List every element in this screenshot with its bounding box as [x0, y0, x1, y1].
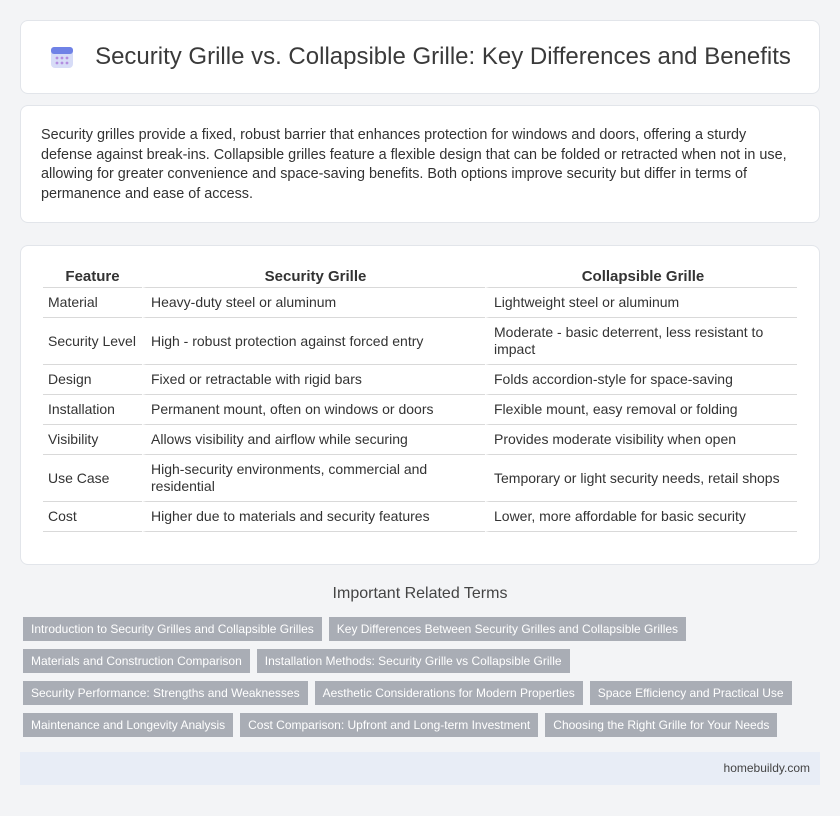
security-grille-cell: Heavy-duty steel or aluminum: [142, 288, 485, 318]
feature-cell: Material: [43, 288, 142, 318]
feature-cell: Cost: [43, 502, 142, 532]
collapsible-grille-cell: Lightweight steel or aluminum: [485, 288, 797, 318]
related-term-tag[interactable]: Cost Comparison: Upfront and Long-term Investment: [240, 713, 538, 737]
feature-cell: Visibility: [43, 425, 142, 455]
tag-row: [23, 713, 823, 737]
comparison-section: [20, 245, 820, 565]
collapsible-grille-cell: Provides moderate visibility when open: [485, 425, 797, 455]
related-term-tag[interactable]: Security Performance: Strengths and Weaknesses: [23, 681, 308, 705]
feature-cell: Security Level: [43, 318, 142, 365]
security-grille-cell: Fixed or retractable with rigid bars: [142, 365, 485, 395]
related-term-tag[interactable]: Key Differences Between Security Grilles and Collapsible Grilles: [329, 617, 686, 641]
feature-cell: Installation: [43, 395, 142, 425]
related-term-tag[interactable]: Space Efficiency and Practical Use: [590, 681, 792, 705]
table-row: [43, 425, 797, 455]
security-grille-cell: High - robust protection against forced entry: [142, 318, 485, 365]
feature-cell: Design: [43, 365, 142, 395]
tag-row: [23, 617, 823, 641]
tag-row: [23, 649, 823, 673]
table-row: [43, 502, 797, 532]
collapsible-grille-cell: Flexible mount, easy removal or folding: [485, 395, 797, 425]
tag-row: [23, 681, 823, 705]
table-row: [43, 318, 797, 365]
page-title: Security Grille vs. Collapsible Grille: Key Differences and Benefits: [95, 43, 791, 70]
table-header-row: [43, 264, 797, 288]
security-grille-cell: Higher due to materials and security features: [142, 502, 485, 532]
footer-site[interactable]: homebuildy.com: [723, 761, 810, 775]
related-term-tag[interactable]: Introduction to Security Grilles and Collapsible Grilles: [23, 617, 322, 641]
table-row: [43, 395, 797, 425]
related-terms-title: Important Related Terms: [332, 585, 508, 602]
related-term-tag[interactable]: Aesthetic Considerations for Modern Properties: [315, 681, 583, 705]
table-row: [43, 455, 797, 502]
calendar-icon: [49, 44, 75, 70]
header-feature: Feature: [43, 264, 142, 288]
collapsible-grille-cell: Temporary or light security needs, retail shops: [485, 455, 797, 502]
intro-text: Security grilles provide a fixed, robust barrier that enhances protection for windows and doors, offering a sturdy defense against break-ins. Collapsible grilles feature a flexible design that can be folded or retracted when not in use, allowing for greater convenience and space-saving benefits. Both options improve security but differ in terms of permanence and ease of access.: [41, 127, 787, 202]
collapsible-grille-cell: Moderate - basic deterrent, less resistant to impact: [485, 318, 797, 365]
related-terms-list: [23, 617, 823, 745]
collapsible-grille-cell: Folds accordion-style for space-saving: [485, 365, 797, 395]
security-grille-cell: Permanent mount, often on windows or doors: [142, 395, 485, 425]
page-footer: [20, 752, 820, 785]
related-term-tag[interactable]: Choosing the Right Grille for Your Needs: [545, 713, 777, 737]
table-row: [43, 365, 797, 395]
related-term-tag[interactable]: Maintenance and Longevity Analysis: [23, 713, 233, 737]
feature-cell: Use Case: [43, 455, 142, 502]
security-grille-cell: Allows visibility and airflow while securing: [142, 425, 485, 455]
intro-section: [20, 105, 820, 223]
collapsible-grille-cell: Lower, more affordable for basic security: [485, 502, 797, 532]
security-grille-cell: High-security environments, commercial and residential: [142, 455, 485, 502]
header-collapsible-grille: Collapsible Grille: [485, 264, 797, 288]
comparison-table: [43, 264, 797, 532]
table-row: [43, 288, 797, 318]
related-term-tag[interactable]: Installation Methods: Security Grille vs Collapsible Grille: [257, 649, 570, 673]
related-term-tag[interactable]: Materials and Construction Comparison: [23, 649, 250, 673]
header-security-grille: Security Grille: [142, 264, 485, 288]
page-header: [20, 20, 820, 94]
